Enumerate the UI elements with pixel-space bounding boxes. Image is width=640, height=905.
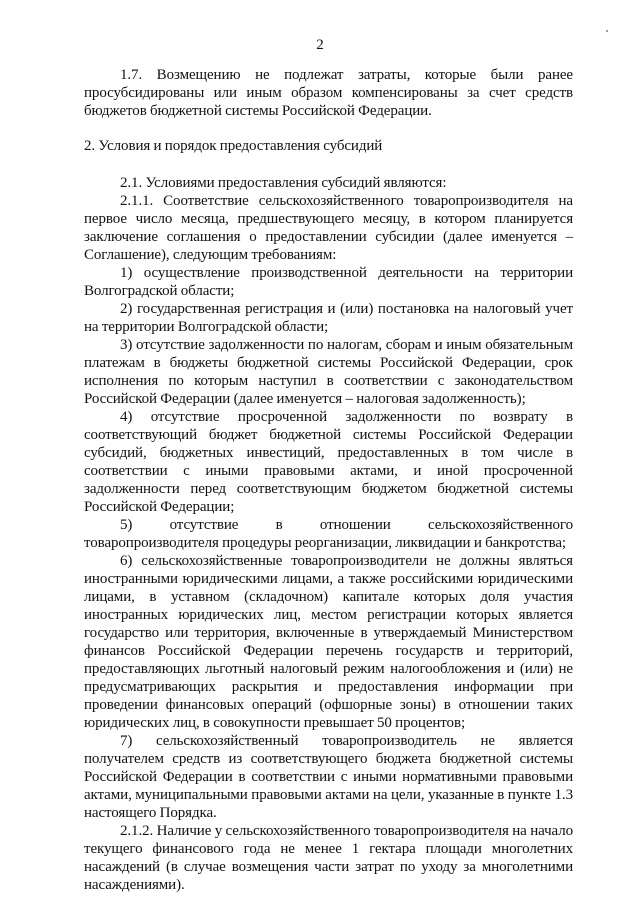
list-item-7: 7) сельскохозяйственный товаропроизводитель не является получателем средств из соответствующего бюджета бюджетной системы Российской Федерации в соответствии с иными нормативными правовыми актами, муниципальными правовыми актами на цели, указанные в пункте 1.3 настоящего Порядка. (84, 733, 573, 821)
paragraph-1-7: 1.7. Возмещению не подлежат затраты, которые были ранее просубсидированы или иным образом компенсированы за счет средств бюджетов бюджетной системы Российской Федерации. (84, 67, 573, 119)
page-number: 2 (316, 37, 324, 53)
paragraph-2-1-2: 2.1.2. Наличие у сельскохозяйственного товаропроизводителя на начало текущего финансового года не менее 1 гектара площади многолетних насаждений (в случае возмещения части затрат по уходу за многолетними насаждениями). (84, 823, 573, 893)
scan-speck (606, 30, 608, 32)
paragraph-2-1-1: 2.1.1. Соответствие сельскохозяйственного товаропроизводителя на первое число месяца, предшествующего месяцу, в котором планируется заключение соглашения о предоставлении субсидии (далее именуется – Соглашение), следующим требованиям: (84, 193, 573, 263)
list-item-6: 6) сельскохозяйственные товаропроизводители не должны являться иностранными юридическими лицами, а также российскими юридическими лицами, в уставном (складочном) капитале которых доля участия иностранных юридических лиц, местом регистрации которых является государство или территория, включенные в утверждаемый Министерством финансов Российской Федерации перечень государств и территорий, предоставляющих льготный налоговый режим налогообложения и (или) не предусматривающих раскрытия и предоставления информации при проведении финансовых операций (офшорные зоны) в отношении таких юридических лиц, в совокупности превышает 50 процентов; (84, 553, 573, 731)
section-heading: 2. Условия и порядок предоставления субсидий (84, 138, 383, 154)
document-body (84, 66, 573, 894)
list-item-2: 2) государственная регистрация и (или) постановка на налоговый учет на территории Волгоградской области; (84, 301, 573, 335)
list-item-5: 5) отсутствие в отношении сельскохозяйственного товаропроизводителя процедуры реорганизации, ликвидации и банкротства; (84, 517, 573, 551)
paragraph-2-1: 2.1. Условиями предоставления субсидий являются: (120, 175, 447, 191)
list-item-4: 4) отсутствие просроченной задолженности по возврату в соответствующий бюджет бюджетной системы Российской Федерации субсидий, бюджетных инвестиций, предоставленных в том числе в соответствии с иными правовыми актами, и иной просроченной задолженности перед соответствующим бюджетом бюджетной системы Российской Федерации; (84, 409, 573, 515)
list-item-3: 3) отсутствие задолженности по налогам, сборам и иным обязательным платежам в бюджеты бюджетной системы Российской Федерации, срок исполнения по которым наступил в соответствии с законодательством Российской Федерации (далее именуется – налоговая задолженность); (84, 337, 573, 407)
list-item-1: 1) осуществление производственной деятельности на территории Волгоградской области; (84, 265, 573, 299)
